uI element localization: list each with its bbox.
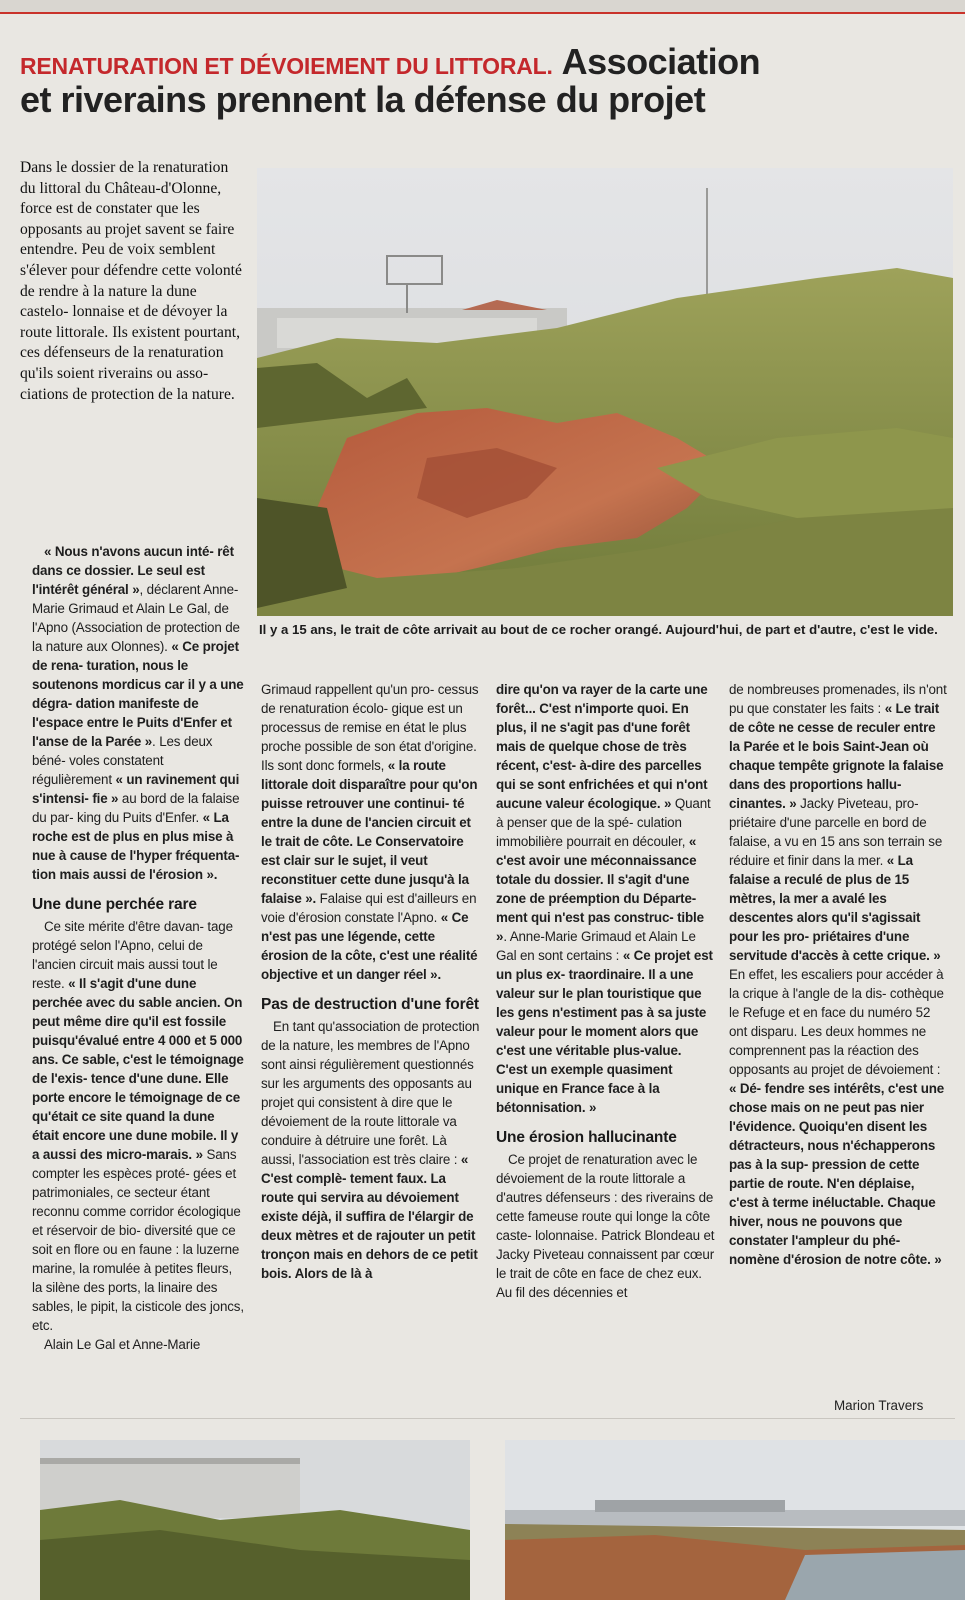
intro-paragraph: Dans le dossier de la renaturation du littoral du Château-d'Olonne, force est de constater que les opposants au projet savent se faire entendre. Peu de voix semblent s'élever pour défendre cette volonté de rendre à la nature la dune castelo- lonnaise et de dévoyer la route littorale. Ils existent pourtant, ces défenseurs de la renaturation qu'ils soient riverains ou asso- ciations de protection de la nature. [20, 159, 242, 403]
author-byline: Marion Travers [834, 1398, 924, 1413]
text: , déclarent Anne-Marie Grimaud et Alain Le Gal, de l'Apno (Association de protection de la nature aux Olonnes). [32, 582, 240, 654]
quote: « Nous n'avons aucun inté- rêt dans ce dossier. Le seul est l'intérêt général » [32, 544, 234, 597]
text: Sans compter les espèces proté- gées et patrimoniales, ce secteur étant reconnu comme corridor écologique et réservoir de bio- diversité que ce soit en flore ou en faune : la luzerne marine, la romulée à petites fleurs, la silène des ports, la linaire des sables, le pipit, la cisticole des joncs, etc. [32, 1147, 244, 1333]
column-4 [729, 680, 947, 1269]
quote: « la route littorale doit disparaître pour qu'on puisse retrouver une continui- té entre la dune de l'ancien circuit et le trait de côte. Le Conservatoire est clair sur le sujet, il veut reconstituer cette dune jusqu'à la falaise ». [261, 758, 478, 906]
quote: « La falaise a reculé de plus de 15 mètres, la mer a avalé les descentes alors qu'il s'agissait pour les pro- priétaires d'une servitude d'accès à cette crique. » [729, 853, 941, 963]
quote: « Ce n'est pas une légende, cette érosion de la côte, c'est une réalité objective et un danger réel ». [261, 910, 478, 982]
text: . Les deux béné- voles constatent régulièrement [32, 734, 213, 787]
text: Quant à penser que de la spé- culation immobilière pourrait en découler, [496, 796, 711, 849]
text: Grimaud rappellent qu'un pro- cessus de renaturation écolo- gique est un processus de remise en état le plus proche possible de son état d'origine. Ils sont donc formels, [261, 682, 479, 773]
subhead-dune: Une dune perchée rare [32, 896, 197, 913]
quote: « C'est complè- tement faux. La route qui servira au dévoiement existe déjà, il suffira de l'élargir de deux mètres et de rajouter un petit tronçon mais en dehors de ce petit bois. Alors de là à [261, 1152, 478, 1281]
headline-kicker: RENATURATION ET DÉVOIEMENT DU LITTORAL. [20, 53, 553, 79]
divider [20, 1418, 955, 1419]
bottom-left-photo [40, 1440, 470, 1600]
quote: « Ce projet est un plus ex- traordinaire. Il a une valeur sur le plan touristique que les gens n'estiment pas à sa juste valeur pour le moment alors que c'est une véritable plus-value. C'est un exemple quasiment unique en France face à la bétonnisation. » [496, 948, 713, 1115]
quote: « Il s'agit d'une dune perchée avec du sable ancien. On peut même dire qu'il est fossile puisqu'évalué entre 4 000 et 5 000 ans. Ce sable, c'est le témoignage de l'exis- tence d'une dune. Elle porte encore le témoignage de ce qu'était ce site quand la dune était encore une dune mobile. Il y a aussi des micro-marais. » [32, 976, 244, 1162]
text: Jacky Piveteau, pro- priétaire d'une parcelle en bord de falaise, a vu en 15 ans son terrain se réduire et finir dans la mer. [729, 796, 943, 868]
text: . Anne-Marie Grimaud et Alain Le Gal en sont certains : [496, 929, 696, 963]
quote: « Le trait de côte ne cesse de reculer entre la Parée et le bois Saint-Jean où chaque tempête grignote la falaise dans des proportions hallu- cinantes. » [729, 701, 944, 811]
headline [20, 41, 955, 120]
headline-title-line2: et riverains prennent la défense du projet [20, 79, 706, 120]
text: Ce site mérite d'être davan- tage protégé selon l'Apno, celui de l'ancien circuit mais aussi tout le reste. [32, 919, 233, 991]
column-2 [261, 680, 481, 1283]
text: Alain Le Gal et Anne-Marie [44, 1337, 201, 1352]
quote: « Dé- fendre ses intérêts, c'est une chose mais on ne peut pas nier l'évidence. Quoiqu'en disent les détracteurs, nous n'échapperons pas à la sup- pression de cette partie de route. N'en déplaise, c'est à terme inéluctable. Chaque hiver, nous ne pouvons que constater l'ampleur du phé- nomène d'érosion de notre côte. » [729, 1081, 945, 1267]
text: Ce projet de renaturation avec le dévoiement de la route littorale a d'autres défenseurs : des riverains de cette fameuse route qui longe la côte caste- lolonnaise. Patrick Blondeau et Jacky Piveteau connaissent par cœur le trait de côte en face de chez eux. Au fil des décennies et [496, 1152, 715, 1300]
quote: « La roche est de plus en plus mise à nue à cause de l'hyper fréquenta- tion mais aussi de l'érosion ». [32, 810, 240, 882]
quote: « Ce projet de rena- turation, nous le soutenons mordicus car il y a une dégra- dation manifeste de l'espace entre le Puits d'Enfer et l'anse de la Parée » [32, 639, 244, 749]
subhead-erosion: Une érosion hallucinante [496, 1129, 677, 1146]
column-3 [496, 680, 716, 1302]
text: au bord de la falaise du par- king du Puits d'Enfer. [32, 791, 240, 825]
cliff-photo [257, 168, 953, 616]
quote: « c'est avoir une méconnaissance totale du dossier. Il s'agit d'une zone de préemption du Départe- ment qui n'est pas construc- tible » [496, 834, 704, 944]
column-1 [32, 542, 244, 1354]
photo-caption: Il y a 15 ans, le trait de côte arrivait au bout de ce rocher orangé. Aujourd'hui, de part et d'autre, c'est le vide. [259, 622, 938, 637]
text: Falaise qui est d'ailleurs en voie d'érosion constate l'Apno. [261, 891, 477, 925]
text: En tant qu'association de protection de la nature, les membres de l'Apno sont ainsi régulièrement questionnés sur les arguments des opposants au projet qui consistent à dire que le dévoiement de la route littorale va conduire à détruire une forêt. Là aussi, l'association est très claire : [261, 1019, 480, 1167]
subhead-forest: Pas de destruction d'une forêt [261, 996, 479, 1013]
top-strip [0, 0, 965, 14]
headline-title-line1: Association [561, 41, 761, 82]
text: de nombreuses promenades, ils n'ont pu que constater les faits : [729, 682, 947, 716]
bottom-right-photo [505, 1440, 965, 1600]
quote: dire qu'on va rayer de la carte une forêt... C'est n'importe quoi. En plus, il ne s'agit pas d'une forêt mais de quelque chose de très récent, c'est- à-dire des parcelles qui se sont enfrichées et qui n'ont aucune valeur écologique. » [496, 682, 708, 811]
text: En effet, les escaliers pour accéder à la crique à l'angle de la dis- cothèque le Refuge et en face du numéro 52 ont disparu. Les deux hommes ne comprennent pas la réaction des opposants au projet de dévoiement : [729, 967, 944, 1077]
quote: « un ravinement qui s'intensi- fie » [32, 772, 240, 806]
